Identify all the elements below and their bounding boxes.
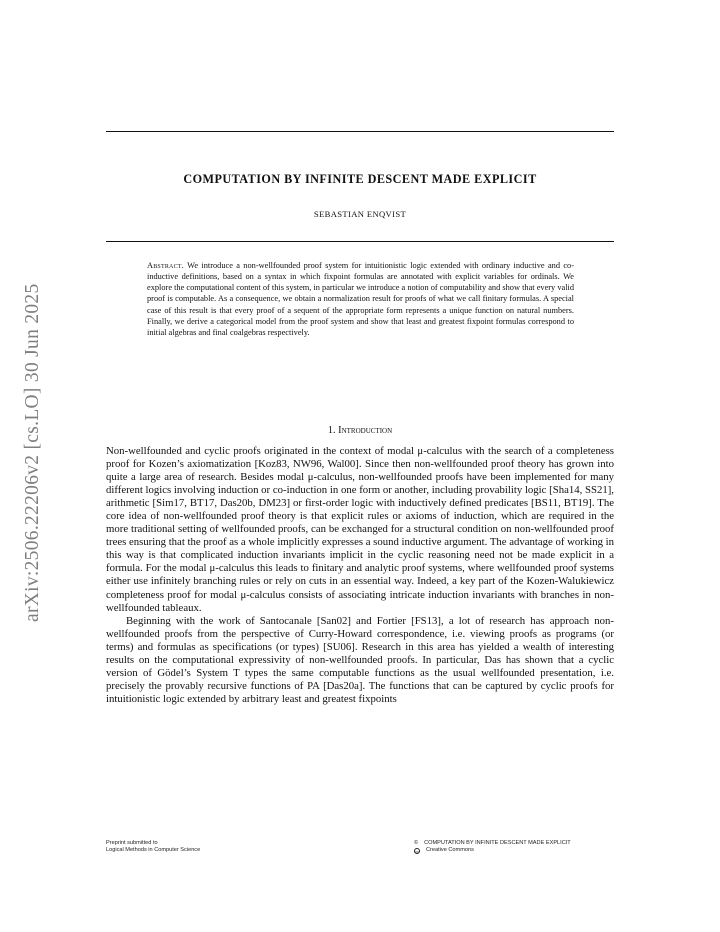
paragraph: Beginning with the work of Santocanale [San02] and Fortier [FS13], a lot of research has approach non-wellfounded proofs from the perspective of Curry-Howard correspondence, i.e. viewing proofs as programs (or terms) and formulas as specifications (or types) [SU06]. Research in this area has yielded a wealth of interesting results on the computational expressivity of non-wellfounded proofs. In particular, Das has shown that a cyclic version of Gödel’s System T types the same computable functions as the usual wellfounded presentation, i.e. precisely the provably recursive functions of PA [Das20a]. The functions that can be captured by cyclic proofs for intuitionistic logic extended by arbitrary least and greatest fixpoints: [106, 614, 614, 705]
footer-preprint-label: Preprint submitted to: [106, 840, 158, 846]
footer-paper-title: COMPUTATION BY INFINITE DESCENT MADE EXPLICIT: [424, 840, 571, 846]
header-rule: [106, 241, 614, 242]
footer-license: [414, 840, 571, 854]
top-rule: [106, 131, 614, 132]
abstract: [147, 260, 574, 338]
footer-submission: [106, 840, 200, 854]
section-title: Introduction: [338, 425, 393, 436]
abstract-text: We introduce a non-wellfounded proof system for intuitionistic logic extended with ordinary inductive and co-inductive definitions, based on a syntax in which fixpoint formulas are annotated with explicit variables for ordinals. We explore the computational content of this system, in particular we introduce a notion of computability and show that every valid proof is computable. As a consequence, we obtain a normalization result for proofs of what we call finitary formulas. A special case of this result is that every proof of a sequent of the appropriate form represents a unique function on natural numbers. Finally, we derive a categorical model from the proof system and show that least and greatest fixpoint formulas correspond to initial algebras and final coalgebras respectively.: [147, 261, 574, 337]
section-heading: [106, 425, 614, 436]
arxiv-identifier: arXiv:2506.22206v2 [cs.LO] 30 Jun 2025: [22, 283, 43, 623]
body-text: [106, 445, 614, 706]
paragraph: Non-wellfounded and cyclic proofs originated in the context of modal μ-calculus with the search of a completeness proof for Kozen’s axiomatization [Koz83, NW96, Wal00]. Since then non-wellfounded proof theory has grown into quite a large area of research. Besides modal μ-calculus, non-wellfounded proofs have been implemented for many different logics involving induction or co-induction in one form or another, including provability logic [Sha14, SS21], arithmetic [Sim17, BT17, Das20b, DM23] or first-order logic with inductively defined predicates [BS11, BT19]. The core idea of non-wellfounded proof theory is that explicit rules or axioms of induction, which are required in the more traditional setting of wellfounded proofs, can be exchanged for a structural condition on non-wellfounded proof trees ensuring that the proof as a whole implicitly expresses a sound inductive argument. The advantage of working in this way is that complicated induction invariants implicit in the cyclic reasoning need not be made explicit in a formula. For the modal μ-calculus this leads to finitary and analytic proof systems, where wellfounded proof systems either use infinitely branching rules or rely on cuts in an essential way. Indeed, a key part of the Kozen-Walukiewicz completeness proof for modal μ-calculus consists of associating intricate induction invariants with branches in non-wellfounded tableaux.: [106, 445, 615, 614]
paper-title: COMPUTATION BY INFINITE DESCENT MADE EXPLICIT: [183, 172, 537, 186]
abstract-label: Abstract.: [147, 261, 184, 270]
author-name: SEBASTIAN ENQVIST: [313, 209, 407, 219]
footer-journal-name: Logical Methods in Computer Science: [106, 847, 201, 853]
copyright-icon: ©: [414, 840, 419, 846]
section-number: 1.: [327, 425, 336, 436]
footer-license-name: Creative Commons: [426, 847, 474, 853]
creative-commons-icon: cc: [415, 848, 419, 854]
